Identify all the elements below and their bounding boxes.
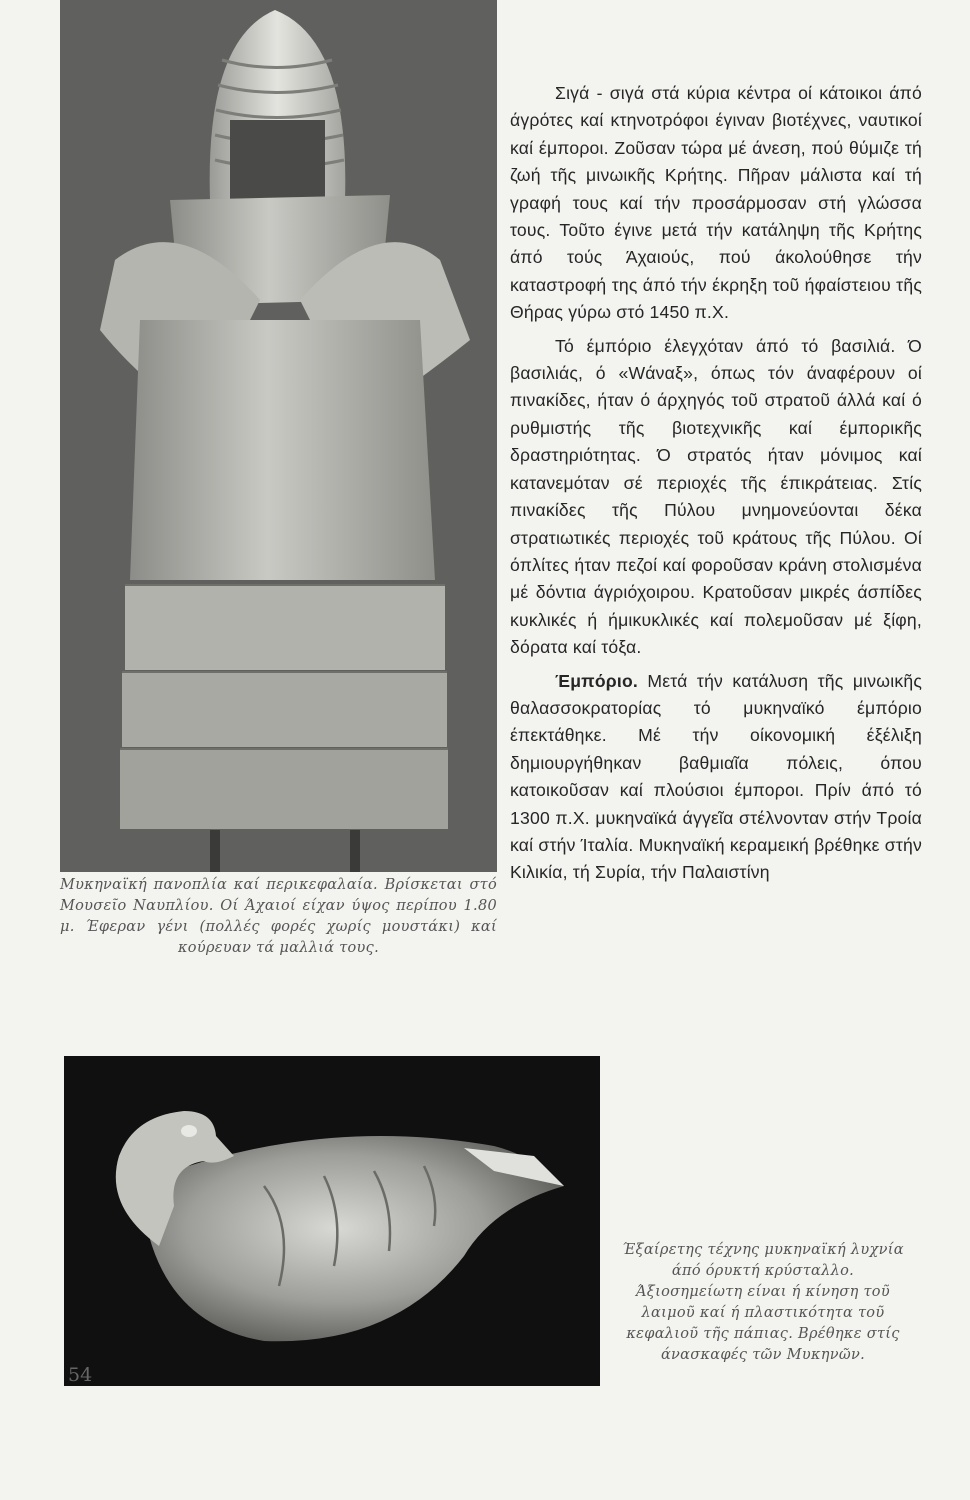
armor-caption: Μυκηναϊκή πανοπλία καί περικεφαλαία. Βρίσκεται στό Μουσεῖο Ναυπλίου. Οί Άχαιοί είχαν ύψος περίπου 1.80 μ. Έφεραν γένι (πολλές φορές χωρίς μουστάκι) καί κούρευαν τά μαλλιά τους. [60,877,497,956]
duck-bowl-caption: Έξαίρετης τέχνης μυκηναϊκή λυχνία άπό όρυκτή κρύσταλλο. Άξιοσημείωτη είναι ή κίνηση τοῦ λαιμοῦ καί ή πλαστικότητα τοῦ κεφαλιοῦ τῆς πάπιας. Βρέθηκε στίς άνασκαφές τῶν Μυκηνῶν. [622,1242,904,1363]
paragraph: Τό έμπόριο έλεγχόταν άπό τό βασιλιά. Ό βασιλιάς, ό «Wάναξ», όπως τόν άναφέρουν οί πινακίδες, ήταν ό άρχηγός τοῦ στρατοῦ άλλά καί ό ρυθμιστής τῆς βιοτεχνικῆς καί έμπορικῆς δραστηριότητας. Ό στρατός ήταν μόνιμος καί κατανεμόταν σέ περιοχές τῆς έπικράτειας. Στίς πινακίδες τῆς Πύλου μνημονεύονται δέκα στρατιωτικές περιοχές τοῦ κράτους τῆς Πύλου. Οί όπλίτες ήταν πεζοί καί φοροῦσαν κράνη στολισμένα μέ δόντια άγριόχοιρου. Κρατοῦσαν μικρές άσπίδες κυκλικές ή ήμικυκλικές καί πολεμοῦσαν μέ ξίφη, δόρατα καί τόξα. [510,335,922,658]
paragraph-body: Μετά τήν κατάλυση τῆς μινωικῆς θαλασσοκρατορίας τό μυκηναϊκό έμπόριο έπεκτάθηκε. Μέ τήν οίκονομική έξέλιξη δημιουργήθηκαν βαθμιαῖα πόλεις, όπου κατοικοῦσαν καί πλούσιοι έμποροι. Πρίν άπό τό 1300 π.Χ. μυκηναϊκά άγγεῖα στέλνονταν στήν Τροία καί στήν Ίταλία. Μυκηναϊκή κεραμεική βρέθηκε στήν Κιλικία, τή Συρία, τήν Παλαιστίνη [510,670,922,883]
armor-photo [60,0,497,872]
section-heading-trade: Έμπόριο. [555,670,638,691]
duck-bowl-photo [64,1056,600,1386]
main-text-column [510,80,922,887]
duck-bowl-illustration [64,1056,600,1386]
page-number: 54 [68,1364,93,1386]
armor-illustration [60,0,497,872]
paragraph: Σιγά - σιγά στά κύρια κέντρα οί κάτοικοι άπό άγρότες καί κτηνοτρόφοι έγιναν βιοτέχνες, ναυτικοί καί έμποροι. Ζοῦσαν τώρα μέ άνεση, πού θύμιζε τή ζωή τῆς μινωικῆς Κρήτης. Πῆραν μάλιστα καί τή γραφή τους καί τήν προσάρμοσαν στή γλώσσα τους. Τοῦτο έγινε μετά τήν κατάληψη τῆς Κρήτης άπό τούς Άχαιούς, πού άκολούθησε τήν καταστροφή της άπό τήν έκρηξη τοῦ ήφαίστειου τῆς Θήρας γύρω στό 1450 π.Χ. [510,83,922,323]
paragraph-trade [510,668,922,887]
